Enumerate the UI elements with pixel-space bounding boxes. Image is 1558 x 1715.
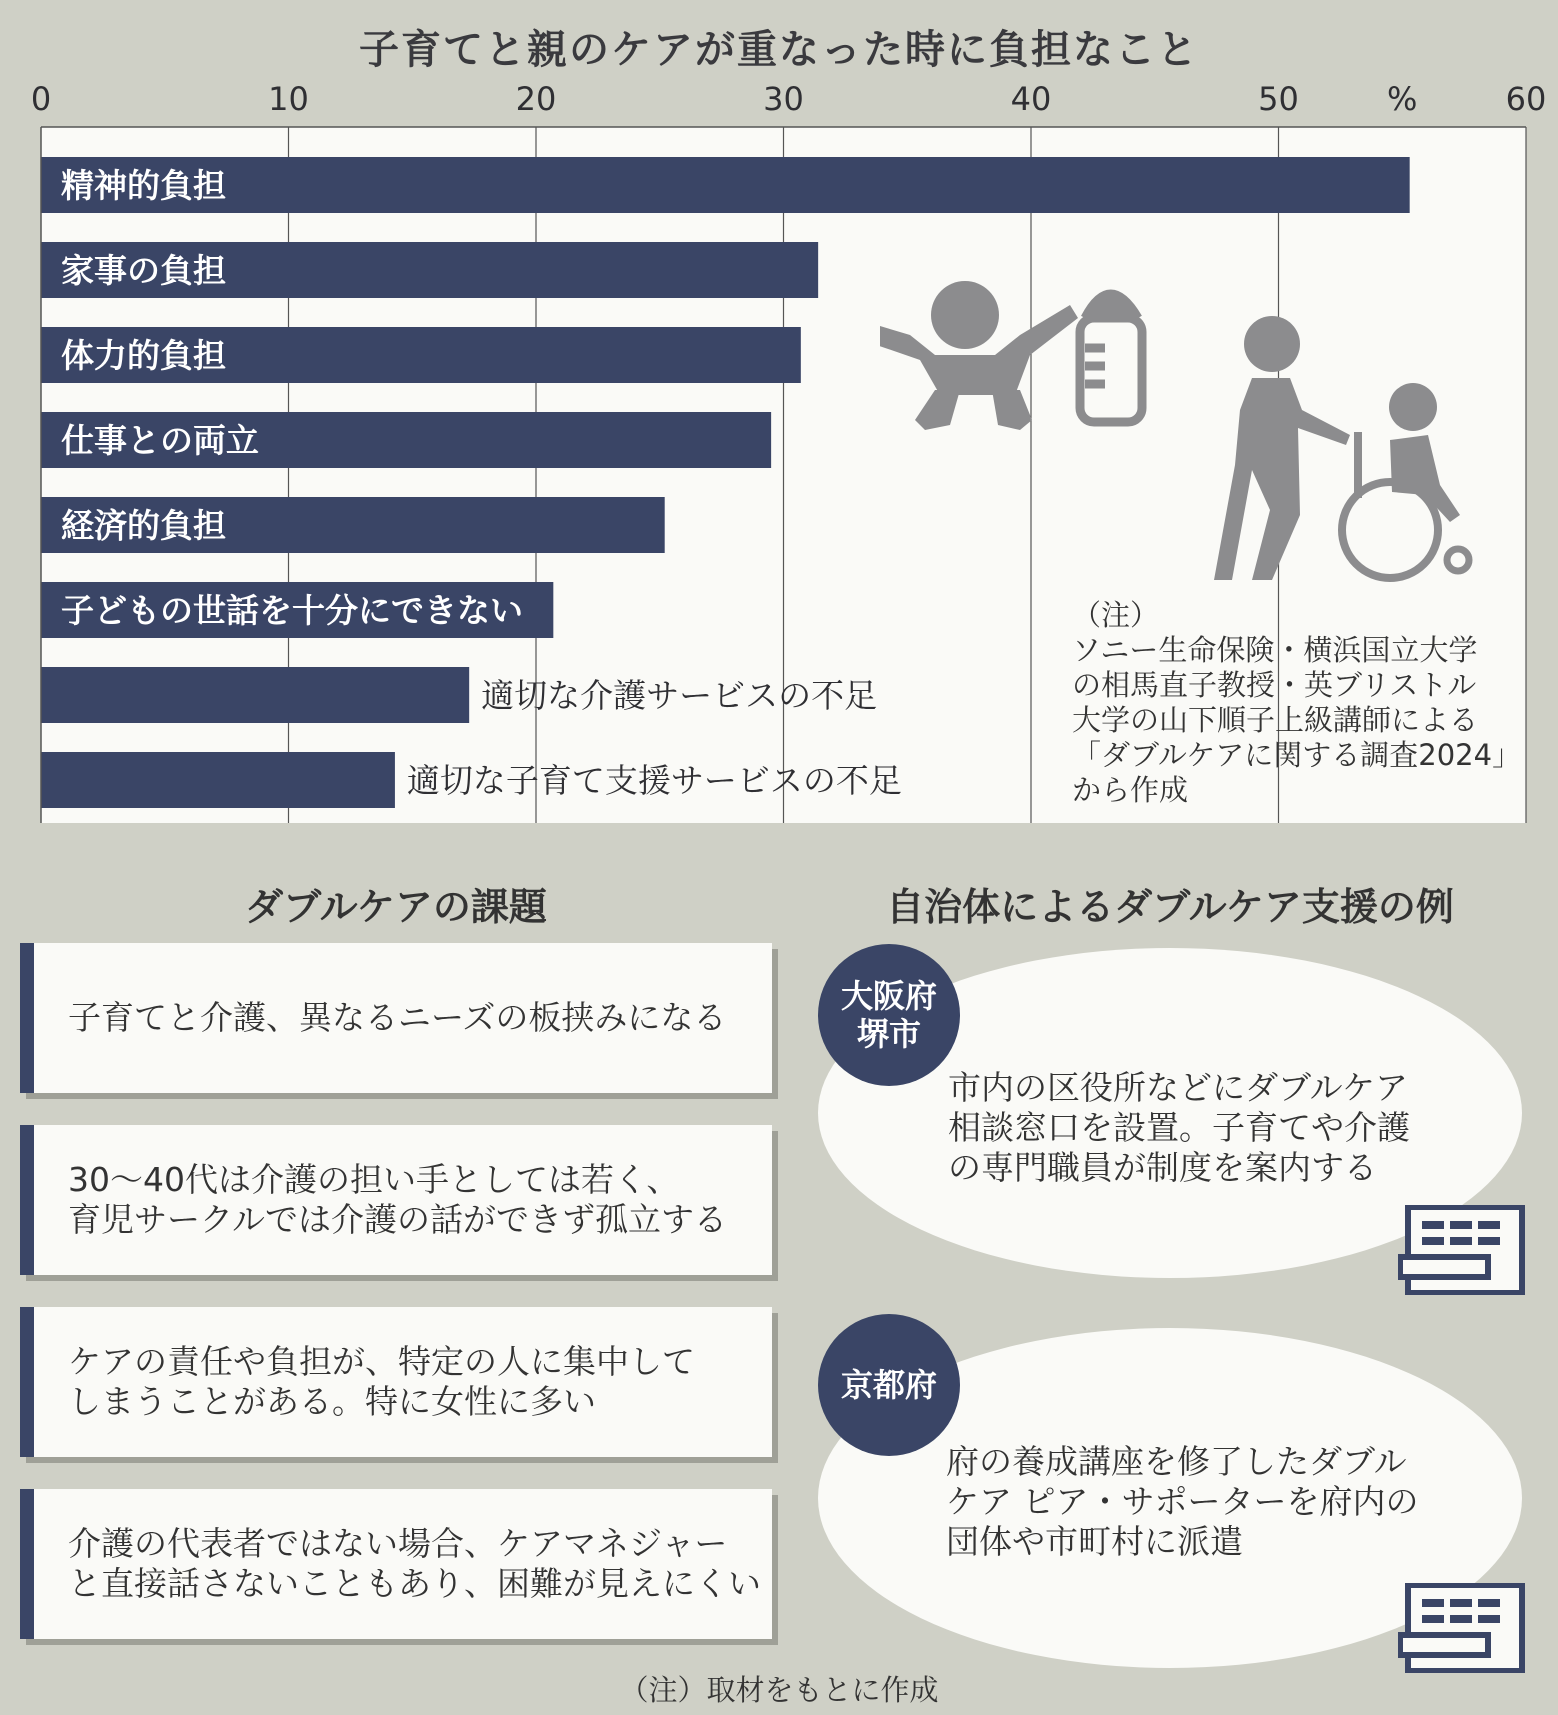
tick-label: 40 (1010, 80, 1052, 118)
footer-note: （注）取材をもとに作成 (619, 1673, 939, 1707)
location-badge (818, 944, 960, 1086)
note-line: の相馬直子教授・英ブリストル (1072, 668, 1477, 702)
support-line: 団体や市町村に派遣 (946, 1522, 1243, 1561)
badge-line: 京都府 (840, 1366, 937, 1404)
bar-label: 適切な介護サービスの不足 (481, 676, 878, 715)
support-line: 市内の区役所などにダブルケア (948, 1068, 1409, 1107)
issue-line: ケアの責任や負担が、特定の人に集中して (68, 1342, 695, 1381)
issue-line: しまうことがある。特に女性に多い (68, 1382, 596, 1421)
tick-label: 50 (1258, 80, 1299, 118)
issue-card (20, 943, 772, 1093)
tick-label: 10 (268, 80, 309, 118)
support-line: 府の養成講座を修了したダブル (946, 1442, 1407, 1481)
document-icon (1398, 1583, 1528, 1673)
tick-label: 60 (1505, 80, 1547, 118)
note-line: （注） (1072, 598, 1160, 632)
issue-line: 育児サークルでは介護の話ができず孤立する (68, 1200, 728, 1239)
bar (41, 667, 469, 723)
chart-note (1072, 598, 1532, 808)
support-title: 自治体によるダブルケア支援の例 (886, 885, 1454, 929)
note-line: 大学の山下順子上級講師による (1072, 703, 1479, 737)
badge-line: 大阪府 (840, 977, 937, 1015)
tick-label: 20 (515, 80, 557, 118)
wheelchair-icon (1342, 383, 1469, 578)
tick-label: 0 (30, 80, 52, 118)
caregiver-icon (1214, 316, 1350, 580)
issue-card (20, 1489, 772, 1639)
issue-card (20, 1307, 772, 1457)
support-line: の専門職員が制度を案内する (948, 1148, 1377, 1187)
location-badge (818, 1314, 960, 1456)
bar-label: 適切な子育て支援サービスの不足 (406, 761, 902, 800)
issue-text (68, 1160, 727, 1240)
bar-label: 経済的負担 (61, 506, 226, 545)
support-line: 相談窓口を設置。子育てや介護 (948, 1108, 1410, 1147)
bar-label: 仕事との両立 (61, 421, 259, 460)
document-icon (1398, 1205, 1528, 1295)
bar-label: 家事の負担 (61, 251, 226, 290)
issue-line: 30～40代は介護の担い手としては若く、 (68, 1160, 680, 1199)
issue-text (68, 1342, 695, 1422)
bar-label: 体力的負担 (61, 336, 226, 375)
support-text (948, 1068, 1410, 1188)
issue-line: と直接話さないこともあり、困難が見えにくい (68, 1564, 761, 1603)
tick-label: 30 (763, 80, 804, 118)
bar-label: 精神的負担 (61, 166, 226, 205)
baby-bottle-icon (1080, 294, 1142, 422)
note-line: から作成 (1072, 773, 1189, 807)
note-line: ソニー生命保険・横浜国立大学 (1072, 633, 1478, 667)
issues-title: ダブルケアの課題 (245, 885, 547, 929)
note-line: 「ダブルケアに関する調査2024」 (1072, 738, 1522, 772)
issue-line: 介護の代表者ではない場合、ケアマネジャー (68, 1524, 728, 1563)
issue-text (68, 1524, 761, 1604)
bar (41, 752, 395, 808)
issue-card (20, 1125, 772, 1275)
support-line: ケア ピア・サポーターを府内の (946, 1482, 1419, 1521)
illustration-group (880, 260, 1480, 590)
support-text (946, 1442, 1419, 1562)
bar (41, 157, 1410, 213)
chart-title: 子育てと親のケアが重なった時に負担なこと (359, 27, 1199, 73)
issue-line: 子育てと介護、異なるニーズの板挟みになる (68, 998, 727, 1037)
bar-label: 子どもの世話を十分にできない (61, 591, 523, 630)
badge-line: 堺市 (856, 1015, 921, 1053)
issue-text (68, 998, 726, 1038)
tick-label: % (1387, 80, 1418, 118)
baby-icon (880, 281, 1078, 430)
